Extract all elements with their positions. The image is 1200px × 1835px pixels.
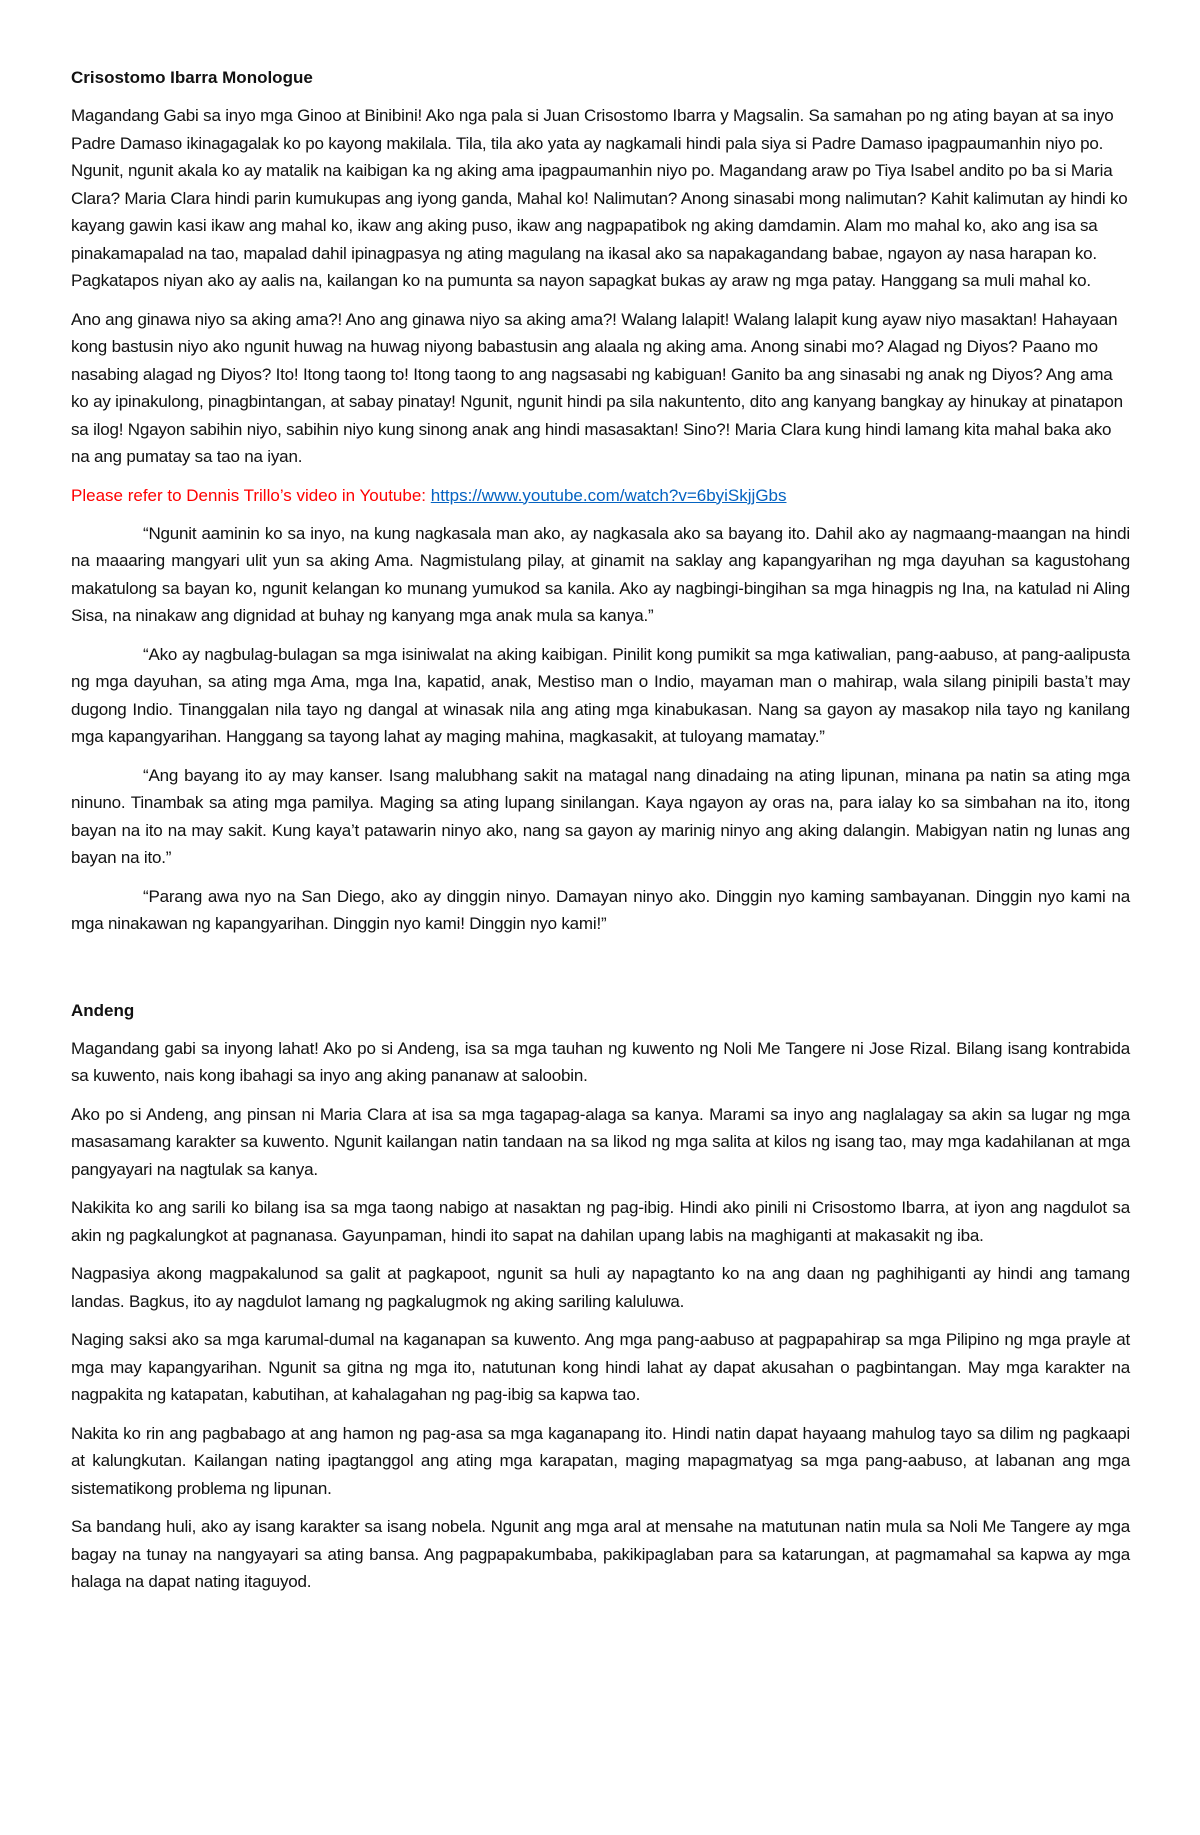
paragraph: Magandang gabi sa inyong lahat! Ako po si Andeng, isa sa mga tauhan ng kuwento ng Noli Me Tangere ni Jose Rizal. Bilang isang kontrabida sa kuwento, nais kong ibahagi sa inyo ang aking pananaw at saloobin. bbox=[71, 1038, 1130, 1085]
paragraph: Magandang Gabi sa inyo mga Ginoo at Binibini! Ako nga pala si Juan Crisostomo Ibarra y Magsalin. Sa samahan po ng ating bayan at sa inyo Padre Damaso ikinagagalak ko po kayong makilala. Tila, tila ako yata ay nagkamali hindi pala siya si Padre Damaso ipagpaumanhin niyo po. Ngunit, ngunit akala ko ay matalik na kaibigan ka ng aking ama ipagpaumanhin niyo po. Magandang araw po Tiya Isabel andito po ba si Maria Clara? Maria Clara hindi parin kumukupas ang iyong ganda, Mahal ko! Nalimutan? Anong sinasabi mong nalimutan? Kahit kalimutan ay hindi ko kayang gawin kasi ikaw ang mahal ko, ikaw ang aking puso, ikaw ang nagpapatibok ng aking damdamin. Alam mo mahal ko, ako ang isa sa pinakamapalad na tao, mapalad dahil ipinagpasya ng ating magulang na ikasal ako sa napakagandang babae, ngayon ay nasa harapan ko. Pagkatapos niyan ako ay aalis na, kailangan ko na pumunta sa nayon sapagkat bukas ay araw ng mga patay. Hanggang sa muli mahal ko. bbox=[71, 106, 1128, 290]
section-spacer bbox=[71, 949, 1130, 999]
youtube-link[interactable]: https://www.youtube.com/watch?v=6byiSkjjGbs bbox=[430, 485, 787, 505]
video-reference bbox=[71, 482, 1130, 509]
paragraph: Nakita ko rin ang pagbabago at ang hamon ng pag-asa sa mga kaganapang ito. Hindi natin dapat hayaang mahulog tayo sa dilim ng pagkaapi at kalungkutan. Kailangan nating ipagtanggol ang ating mga karapatan, maging mapagmatyag sa mga pang-aabuso, at labanan ang mga sistematikong problema ng lipunan. bbox=[71, 1423, 1130, 1498]
section-title-ibarra: Crisostomo Ibarra Monologue bbox=[71, 68, 313, 87]
quote-paragraph: “Parang awa nyo na San Diego, ako ay dinggin ninyo. Damayan ninyo ako. Dinggin nyo kaming sambayanan. Dinggin nyo kami na mga ninakawan ng kapangyarihan. Dinggin nyo kami! Dinggin nyo kami!” bbox=[71, 886, 1130, 933]
paragraph: Nagpasiya akong magpakalunod sa galit at pagkapoot, ngunit sa huli ay napagtanto ko na ang daan ng paghihiganti ay hindi ang tamang landas. Bagkus, ito ay nagdulot lamang ng pagkalugmok ng aking sariling kaluluwa. bbox=[71, 1264, 1130, 1311]
paragraph: Ano ang ginawa niyo sa aking ama?! Ano ang ginawa niyo sa aking ama?! Walang lalapit! Walang lalapit kung ayaw niyo masaktan! Hahayaan kong bastusin niyo ako ngunit huwag na huwag niyong babastusin ang alaala ng aking ama. Anong sinabi mo? Alagad ng Diyos? Paano mo nasabing alagad ng Diyos? Ito! Itong taong to! Itong taong to ang nagsasabi ng kabiguan! Ganito ba ang sinasabi ng anak ng Diyos? Ang ama ko ay ipinakulong, pinagbintangan, at sabay pinatay! Ngunit, ngunit hindi pa sila nakuntento, dito ang kanyang bangkay ay hinukay at pinatapon sa ilog! Ngayon sabihin niyo, sabihin niyo kung sinong anak ang hindi masasaktan! Sino?! Maria Clara kung hindi lamang kita mahal baka ako na ang pumatay sa tao na iyan. bbox=[71, 309, 1123, 466]
paragraph: Naging saksi ako sa mga karumal-dumal na kaganapan sa kuwento. Ang mga pang-aabuso at pagpapahirap sa mga Pilipino ng mga prayle at mga may kapangyarihan. Ngunit sa gitna ng mga ito, natutunan kong hindi lahat ay dapat akusahan o pagbintangan. May mga karakter na nagpakita ng katapatan, kabutihan, at kahalagahan ng pag-ibig sa kapwa tao. bbox=[71, 1330, 1130, 1404]
paragraph: Nakikita ko ang sarili ko bilang isa sa mga taong nabigo at nasaktan ng pag-ibig. Hindi ako pinili ni Crisostomo Ibarra, at iyon ang nagdulot sa akin ng pagkalungkot at pagnanasa. Gayunpaman, hindi ito sapat na dahilan upang labis na maghiganti at makasakit ng iba. bbox=[71, 1198, 1130, 1245]
section-title-andeng: Andeng bbox=[71, 1000, 135, 1020]
quote-paragraph: “Ngunit aaminin ko sa inyo, na kung nagkasala man ako, ay nagkasala ako sa bayang ito. Dahil ako ay nagmaang-maangan na hindi na maaaring mangyari ulit yun sa aking Ama. Nagmistulang pilay, at ginamit na saklay ang kapangyarihan ng mga dayuhan sa kagustohang makatulong sa bayan ko, ngunit kelangan ko munang yumukod sa kanila. Ako ay nagbingi-bingihan sa mga hinagpis ng Ina, na katulad ni Aling Sisa, na ninakaw ang dignidad at buhay ng kanyang mga anak mula sa kanya.” bbox=[71, 523, 1130, 625]
document-page bbox=[71, 66, 1130, 1607]
paragraph: Ako po si Andeng, ang pinsan ni Maria Clara at isa sa mga tagapag-alaga sa kanya. Marami sa inyo ang naglalagay sa akin sa lugar ng mga masasamang karakter sa kuwento. Ngunit kailangan natin tandaan na sa likod ng mga salita at kilos ng isang tao, may mga kadahilanan at mga pangyayari na nagtulak sa kanya. bbox=[71, 1104, 1130, 1179]
video-reference-text: Please refer to Dennis Trillo’s video in Youtube: bbox=[71, 485, 431, 505]
quote-paragraph: “Ako ay nagbulag-bulagan sa mga isiniwalat na aking kaibigan. Pinilit kong pumikit sa mga katiwalian, pang-aabuso, at pang-aalipusta ng mga dayuhan, sa ating mga Ama, mga Ina, kapatid, anak, Mestiso man o Indio, mayaman man o mahirap, wala silang pinipili basta’t may dugong Indio. Tinanggalan nila tayo ng dangal at winasak nila ang ating mga kinabukasan. Nang sa gayon ay masakop nila tayo ng kanilang mga kapangyarihan. Hanggang sa tayong lahat ay maging mahina, magkasakit, at tuloyang mamatay.” bbox=[71, 644, 1130, 746]
paragraph: Sa bandang huli, ako ay isang karakter sa isang nobela. Ngunit ang mga aral at mensahe na matutunan natin mula sa Noli Me Tangere ay mga bagay na tunay na nangyayari sa ating bansa. Ang pagpapakumbaba, pakikipaglaban para sa katarungan, at pagmamahal sa kapwa ay mga halaga na dapat nating itaguyod. bbox=[71, 1517, 1130, 1591]
quote-paragraph: “Ang bayang ito ay may kanser. Isang malubhang sakit na matagal nang dinadaing na ating lipunan, minana pa natin sa ating mga ninuno. Tinambak sa ating mga pamilya. Maging sa ating lupang sinilangan. Kaya ngayon ay oras na, para ialay ko sa simbahan na ito, itong bayan na ito na may sakit. Kung kaya’t patawarin ninyo ako, nang sa gayon ay marinig ninyo ang aking dalangin. Mabigyan natin ng lunas ang bayan na ito.” bbox=[71, 765, 1130, 867]
